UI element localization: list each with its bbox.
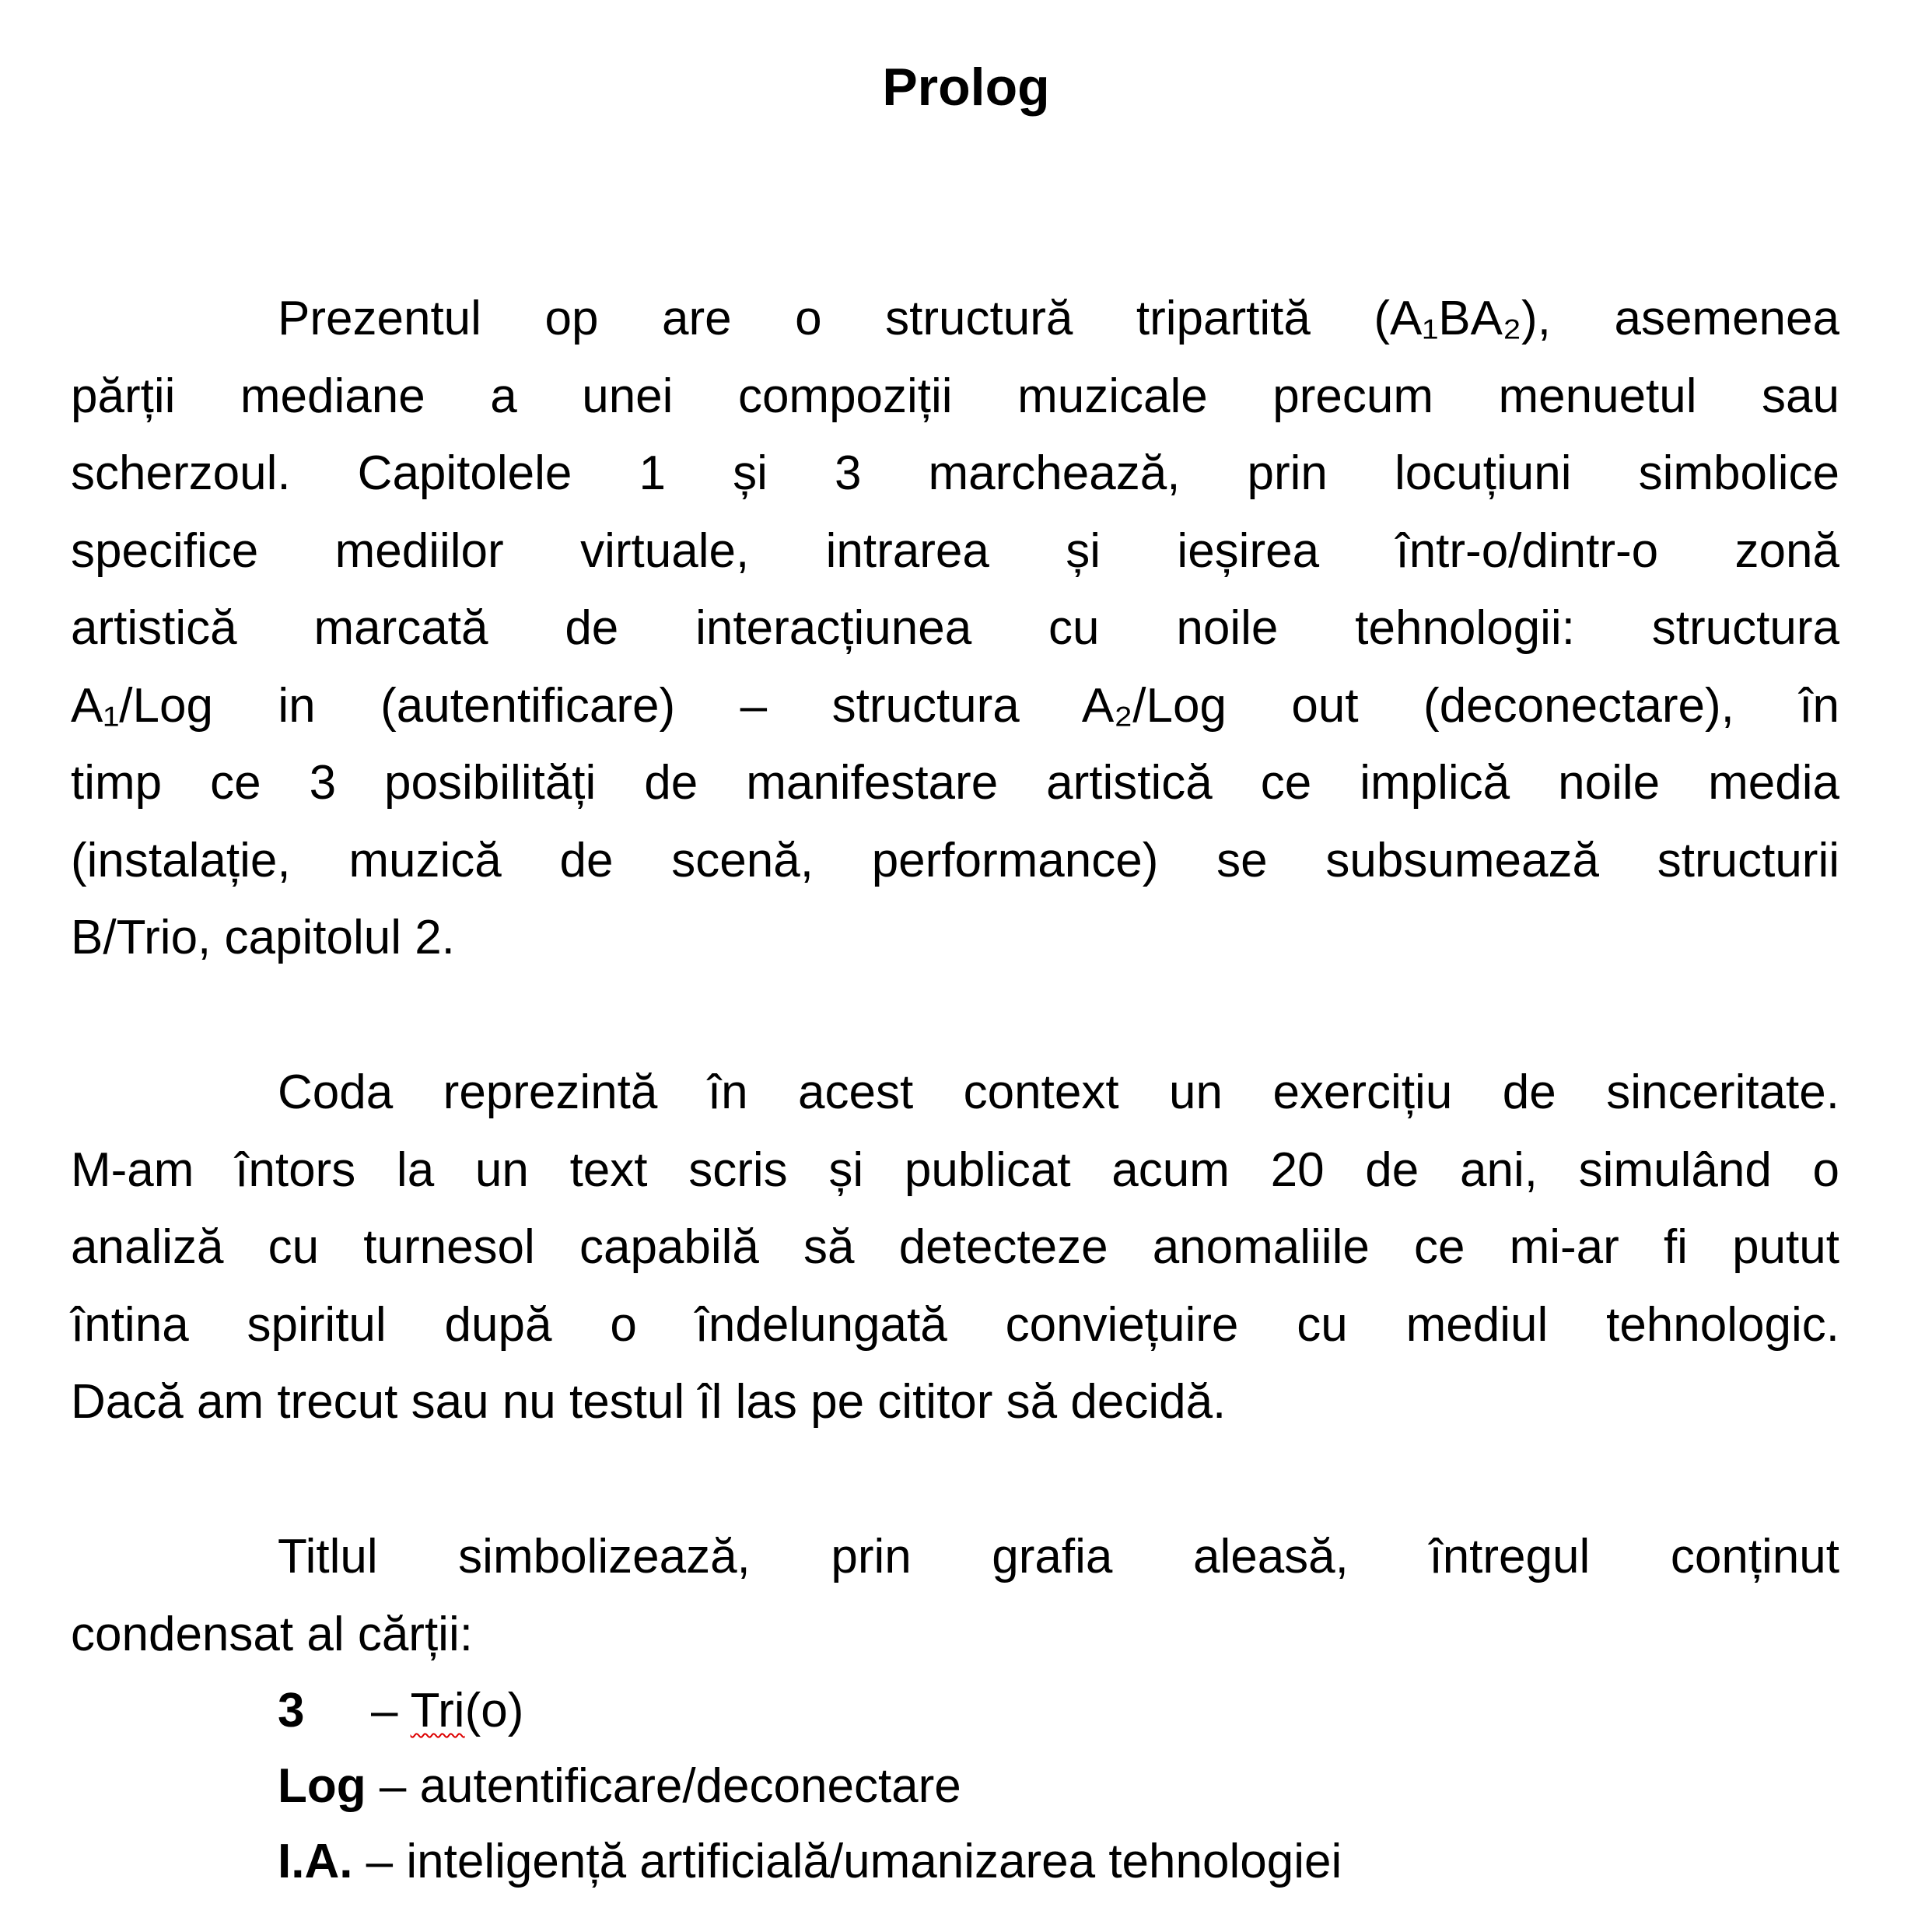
text-line: M-am întors la un text scris și publicat acum 20 de ani, simulând o xyxy=(71,1142,1839,1197)
text-line: specifice mediilor virtuale, intrarea și ieșirea într-o/dintr-o zonă xyxy=(71,523,1839,578)
document-body xyxy=(71,280,1839,1899)
paragraph-title xyxy=(71,1518,1839,1673)
text-line: condensat al cărții: xyxy=(71,1607,473,1661)
text-line: (instalație, muzică de scenă, performance) se subsumează structurii xyxy=(71,833,1839,887)
text-line: părții mediane a unei compoziții muzicale precum menuetul sau xyxy=(71,369,1839,423)
text-line: Prezentul op are o structură tripartită (A₁BA₂), asemenea xyxy=(278,292,1839,345)
text-line: A₁/Log in (autentificare) – structura A₂/Log out (deconectare), în xyxy=(71,678,1839,733)
list-term: Log xyxy=(278,1759,366,1813)
list-term: I.A. xyxy=(278,1835,353,1888)
text-line: B/Trio, capitolul 2. xyxy=(71,911,455,964)
list-text: autentificare/deconectare xyxy=(419,1759,961,1813)
paragraph-structure xyxy=(71,280,1839,977)
list-item xyxy=(278,1824,1839,1899)
paragraph-coda xyxy=(71,1054,1839,1441)
page-title: Prolog xyxy=(882,58,1050,117)
text-line: Titlul simbolizează, prin grafia aleasă, întregul conținut xyxy=(278,1530,1839,1583)
list-item xyxy=(278,1748,1839,1824)
list-term: 3 xyxy=(278,1684,305,1737)
text-line: timp ce 3 posibilități de manifestare artistică ce implică noile media xyxy=(71,756,1839,810)
text-line: Coda reprezintă în acest context un exercițiu de sinceritate. xyxy=(278,1065,1839,1119)
list-dash: – xyxy=(352,1835,407,1888)
text-line: Dacă am trecut sau nu testul îl las pe cititor să decidă. xyxy=(71,1375,1227,1429)
list-text: (o) xyxy=(464,1684,524,1737)
misspelled-word: Tri xyxy=(410,1684,465,1737)
text-line: artistică marcată de interacțiunea cu noile tehnologii: structura xyxy=(71,601,1839,655)
list-item xyxy=(278,1673,1839,1748)
list-dash: – xyxy=(366,1759,420,1813)
text-line: scherzoul. Capitolele 1 și 3 marchează, prin locuțiuni simbolice xyxy=(71,446,1839,500)
list-dash: – xyxy=(371,1684,411,1737)
text-line: analiză cu turnesol capabilă să detecteze anomaliile ce mi-ar fi putut xyxy=(71,1220,1839,1274)
title-legend-list xyxy=(71,1673,1839,1899)
text-line: întina spiritul după o îndelungată conviețuire cu mediul tehnologic. xyxy=(71,1297,1839,1352)
list-text: inteligență artificială/umanizarea tehnologiei xyxy=(406,1835,1342,1888)
